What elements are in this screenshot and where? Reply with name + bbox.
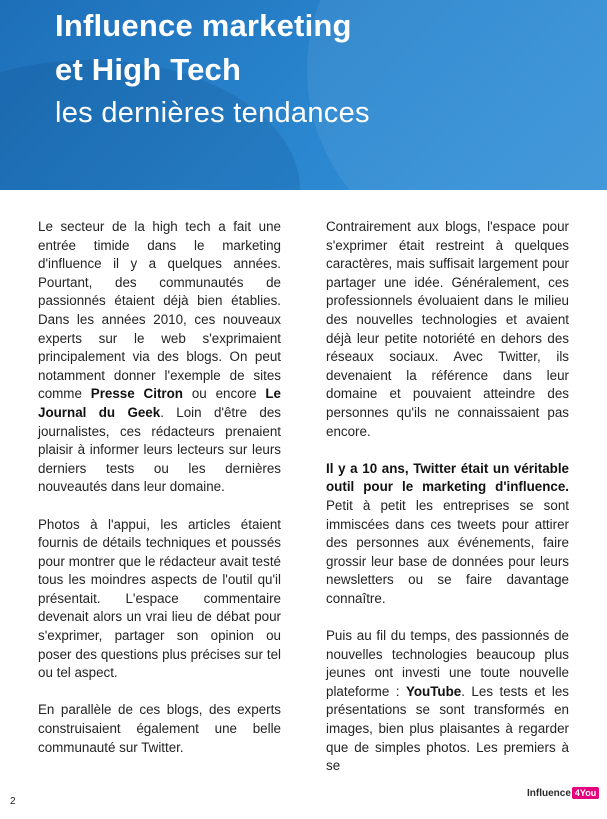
page-title-line1: Influence marketing [55, 8, 352, 43]
header-banner [0, 0, 607, 190]
right-column [326, 218, 569, 794]
logo-text: Influence [527, 787, 571, 799]
page-title-line2: et High Tech [55, 52, 242, 87]
page-number: 2 [10, 796, 16, 807]
presse-citron-mention: Presse Citron [90, 386, 183, 402]
twitter-highlight: Il y a 10 ans, Twitter était un véritable outil pour le marketing d'influence. [326, 460, 569, 495]
paragraph-text: Le secteur de la high tech a fait une entrée timide dans le marketing d'influence il y a quelques années. Pourtant, des communautés de passionnés étaient déjà bien établies. Dans les années 2010, ces nouveaux experts sur le web s'exprimaient principalement via des blogs. On peut notamment donner l'exemple de sites comme [38, 219, 281, 402]
paragraph: Contrairement aux blogs, l'espace pour s'exprimer était restreint à quelques caractères, mais suffisait largement pour partager une idée. Généralement, ces professionnels évoluaient dans le milieu des nouvelles technologies et avaient déjà leur petite notoriété en dehors des réseaux sociaux. Avec Twitter, ils devenaient la référence dans leur domaine et pouvaient atteindre des personnes qu'ils ne connaissaient pas encore. [326, 219, 569, 439]
youtube-mention: YouTube [405, 683, 462, 699]
paragraph-text: . Les tests et les présentations se sont transformés en images, bien plus plaisantes à regarder que de simples photos. Les premiers à se [326, 683, 569, 774]
page-subtitle: les dernières tendances [55, 97, 370, 129]
paragraph-text: . Loin d'être des journalistes, ces rédacteurs prenaient plaisir à informer leurs lecteurs sur leurs derniers tests ou les dernières nouveautés dans leur domaine. [38, 404, 281, 495]
influence4you-logo [527, 785, 599, 801]
paragraph [38, 218, 281, 497]
title-block [55, 4, 370, 134]
logo-badge: 4You [572, 787, 599, 799]
journal-du-geek-mention: Le Journal du Geek [38, 386, 282, 420]
paragraph-text: Puis au fil du temps, des passionnés de nouvelles technologies beaucoup plus jeunes ont investi une toute nouvelle plateforme : [326, 628, 569, 699]
paragraph [326, 460, 569, 609]
paragraph-text: ou encore [182, 386, 266, 402]
paragraph [326, 627, 569, 776]
paragraph-text: Petit à petit les entreprises se sont immiscées dans ces tweets pour attirer des personnes aux événements, faire grossir leur base de données pour leurs newsletters ou se faire davantage connaître. [326, 497, 569, 606]
paragraph: En parallèle de ces blogs, des experts construisaient également une belle communauté sur Twitter. [38, 702, 281, 755]
left-column [38, 218, 281, 776]
paragraph: Photos à l'appui, les articles étaient fournis de détails techniques et poussés pour montrer que le rédacteur avait testé tous les moindres aspects de l'outil qu'il présentait. L'espace commentaire devenait alors un vrai lieu de débat pour s'exprimer, partager son opinion ou poser des questions plus précises sur tel ou tel aspect. [38, 516, 281, 681]
